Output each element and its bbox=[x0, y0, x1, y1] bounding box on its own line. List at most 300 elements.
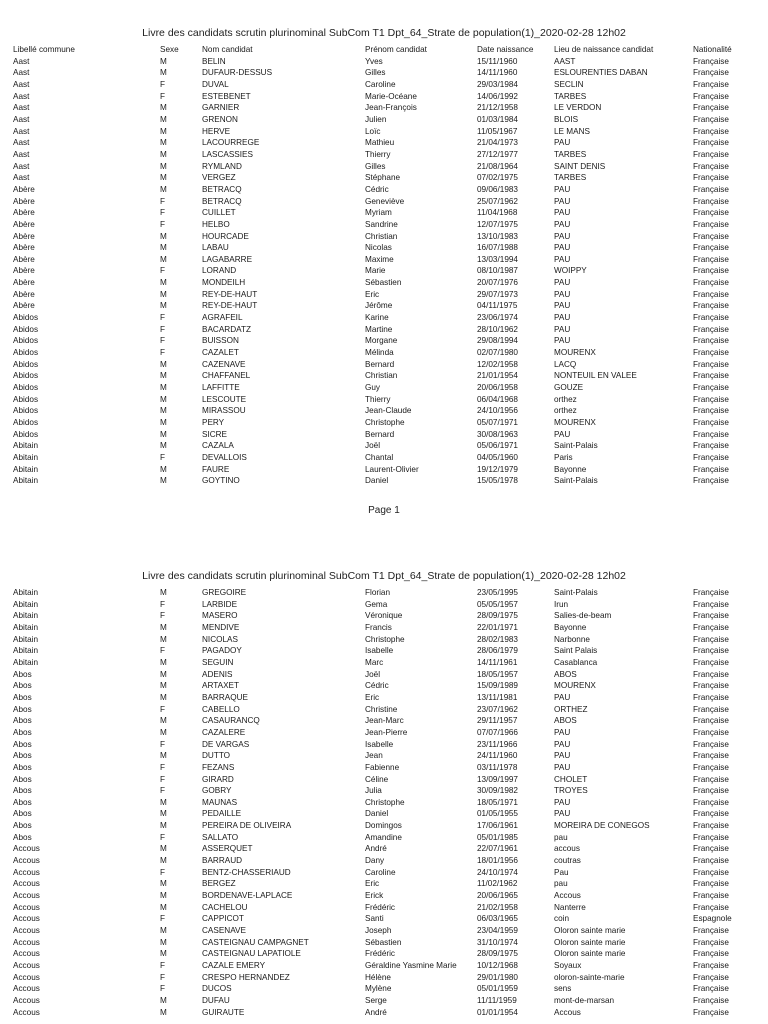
cell-lieu-naissance: Accous bbox=[554, 1007, 581, 1017]
cell-date-naissance: 23/05/1995 bbox=[477, 588, 518, 597]
table-row bbox=[13, 429, 758, 441]
table-row bbox=[13, 704, 758, 716]
cell-nationalite: Française bbox=[693, 867, 729, 877]
cell-prenom: Véronique bbox=[365, 611, 403, 621]
cell-sexe: M bbox=[160, 289, 167, 299]
cell-nationalite: Française bbox=[693, 961, 729, 970]
cell-date-naissance: 08/10/1987 bbox=[477, 266, 518, 276]
cell-nationalite: Française bbox=[693, 126, 729, 136]
cell-nom: BARRAUD bbox=[202, 856, 243, 866]
cell-date-naissance: 27/12/1977 bbox=[477, 149, 518, 159]
cell-nationalite: Française bbox=[693, 774, 729, 784]
cell-prenom: Isabelle bbox=[365, 739, 394, 749]
cell-lieu-naissance: PAU bbox=[554, 739, 571, 749]
cell-nom: BORDENAVE-LAPLACE bbox=[202, 891, 293, 901]
cell-sexe: M bbox=[160, 995, 167, 1005]
cell-lieu-naissance: PAU bbox=[554, 196, 571, 206]
table-row bbox=[13, 56, 758, 68]
document-page-2 bbox=[0, 560, 768, 1024]
cell-nationalite: Française bbox=[693, 902, 729, 912]
cell-date-naissance: 14/11/1960 bbox=[477, 68, 518, 78]
table-row bbox=[13, 289, 758, 301]
cell-lieu-naissance: ORTHEZ bbox=[554, 704, 588, 714]
cell-commune: Aast bbox=[13, 114, 30, 124]
cell-sexe: F bbox=[160, 984, 166, 994]
cell-nationalite: Française bbox=[693, 949, 729, 959]
cell-date-naissance: 13/09/1997 bbox=[477, 774, 518, 784]
cell-nom: BETRACQ bbox=[202, 196, 242, 206]
cell-commune: Accous bbox=[13, 902, 40, 912]
table-row bbox=[13, 324, 758, 336]
cell-sexe: M bbox=[160, 429, 167, 439]
table-row bbox=[13, 739, 758, 751]
page-number: Page 1 bbox=[368, 505, 400, 516]
cell-nationalite: Française bbox=[693, 68, 729, 78]
cell-sexe: M bbox=[160, 856, 167, 866]
cell-sexe: M bbox=[160, 657, 167, 667]
cell-nom: BENTZ-CHASSERIAUD bbox=[202, 867, 291, 877]
cell-nationalite: Française bbox=[693, 219, 729, 229]
cell-prenom: Jean-Pierre bbox=[365, 727, 408, 737]
cell-commune: Aast bbox=[13, 161, 30, 171]
table-row bbox=[13, 902, 758, 914]
cell-sexe: M bbox=[160, 727, 167, 737]
cell-lieu-naissance: PAU bbox=[554, 278, 571, 288]
cell-nationalite: Française bbox=[693, 669, 729, 679]
cell-sexe: F bbox=[160, 196, 166, 206]
table-row bbox=[13, 983, 758, 995]
cell-commune: Abitain bbox=[13, 657, 39, 667]
cell-date-naissance: 15/05/1978 bbox=[477, 476, 518, 486]
cell-nom: REY-DE-HAUT bbox=[202, 289, 258, 299]
cell-lieu-naissance: Accous bbox=[554, 891, 581, 901]
table-row bbox=[13, 855, 758, 867]
cell-commune: Abos bbox=[13, 797, 32, 807]
cell-nom: DUFAU bbox=[202, 995, 230, 1005]
cell-lieu-naissance: GOUZE bbox=[554, 383, 584, 393]
cell-prenom: Marc bbox=[365, 657, 384, 667]
cell-nom: SICRE bbox=[202, 429, 228, 439]
cell-nationalite: Française bbox=[693, 208, 729, 218]
table-row bbox=[13, 102, 758, 114]
table-row bbox=[13, 184, 758, 196]
cell-prenom: Hélène bbox=[365, 972, 391, 982]
cell-nationalite: Française bbox=[693, 751, 729, 761]
cell-sexe: M bbox=[160, 184, 167, 194]
table-row bbox=[13, 335, 758, 347]
cell-nom: LAFFITTE bbox=[202, 383, 240, 393]
cell-date-naissance: 19/12/1979 bbox=[477, 464, 518, 474]
cell-commune: Abère bbox=[13, 254, 35, 264]
candidates-table bbox=[13, 587, 758, 1018]
cell-lieu-naissance: Saint Palais bbox=[554, 646, 598, 656]
cell-nom: CABELLO bbox=[202, 704, 240, 714]
cell-nationalite: Française bbox=[693, 1007, 729, 1017]
cell-commune: Abère bbox=[13, 278, 35, 288]
cell-lieu-naissance: ABOS bbox=[554, 669, 577, 679]
cell-prenom: Christophe bbox=[365, 797, 405, 807]
table-row bbox=[13, 622, 758, 634]
table-row bbox=[13, 715, 758, 727]
cell-date-naissance: 28/10/1962 bbox=[477, 324, 518, 334]
cell-nationalite: Française bbox=[693, 161, 729, 171]
document-title: Livre des candidats scrutin plurinominal SubCom T1 Dpt_64_Strate de population(1)_2020-02-28 12h02 bbox=[142, 570, 626, 582]
cell-commune: Abidos bbox=[13, 429, 39, 439]
cell-nom: HERVE bbox=[202, 126, 231, 136]
cell-date-naissance: 07/02/1975 bbox=[477, 173, 518, 183]
cell-date-naissance: 20/06/1965 bbox=[477, 891, 518, 901]
header-sexe: Sexe bbox=[160, 45, 179, 54]
cell-nationalite: Française bbox=[693, 173, 729, 183]
cell-nationalite: Française bbox=[693, 856, 729, 866]
cell-date-naissance: 22/07/1961 bbox=[477, 844, 518, 854]
cell-nationalite: Française bbox=[693, 289, 729, 299]
cell-prenom: Géraldine Yasmine Marie bbox=[365, 961, 457, 970]
cell-sexe: M bbox=[160, 243, 167, 253]
cell-commune: Abitain bbox=[13, 476, 39, 486]
cell-date-naissance: 11/11/1959 bbox=[477, 995, 517, 1005]
cell-commune: Abère bbox=[13, 243, 35, 253]
cell-commune: Abidos bbox=[13, 348, 39, 358]
cell-date-naissance: 24/11/1960 bbox=[477, 751, 518, 761]
cell-nationalite: Française bbox=[693, 821, 729, 831]
cell-date-naissance: 30/08/1963 bbox=[477, 429, 518, 439]
header-date-naissance: Date naissance bbox=[477, 45, 534, 54]
cell-sexe: M bbox=[160, 161, 167, 171]
cell-nationalite: Française bbox=[693, 716, 729, 726]
table-body bbox=[13, 587, 758, 1018]
cell-sexe: M bbox=[160, 891, 167, 901]
cell-commune: Abos bbox=[13, 692, 32, 702]
cell-nationalite: Française bbox=[693, 937, 729, 947]
cell-commune: Abos bbox=[13, 809, 32, 819]
table-row bbox=[13, 440, 758, 452]
cell-nom: CAPPICOT bbox=[202, 914, 244, 924]
cell-nom: BETRACQ bbox=[202, 184, 242, 194]
cell-prenom: Daniel bbox=[365, 809, 389, 819]
cell-nationalite: Française bbox=[693, 588, 729, 597]
cell-lieu-naissance: PAU bbox=[554, 184, 571, 194]
cell-lieu-naissance: pau bbox=[554, 832, 568, 842]
cell-prenom: Chantal bbox=[365, 452, 394, 462]
cell-lieu-naissance: LACQ bbox=[554, 359, 577, 369]
cell-date-naissance: 29/01/1980 bbox=[477, 972, 518, 982]
cell-date-naissance: 29/08/1994 bbox=[477, 336, 518, 346]
cell-nationalite: Française bbox=[693, 452, 729, 462]
cell-lieu-naissance: PAU bbox=[554, 429, 571, 439]
cell-sexe: F bbox=[160, 704, 166, 714]
cell-lieu-naissance: Paris bbox=[554, 452, 573, 462]
cell-prenom: Mathieu bbox=[365, 138, 395, 148]
cell-commune: Aast bbox=[13, 126, 30, 136]
table-row bbox=[13, 359, 758, 371]
cell-date-naissance: 25/07/1962 bbox=[477, 196, 518, 206]
cell-nationalite: Française bbox=[693, 622, 729, 632]
cell-nom: MIRASSOU bbox=[202, 406, 246, 416]
document-title: Livre des candidats scrutin plurinominal SubCom T1 Dpt_64_Strate de population(1)_2020-02-28 12h02 bbox=[142, 27, 626, 39]
cell-lieu-naissance: LE MANS bbox=[554, 126, 590, 136]
cell-nom: CAZENAVE bbox=[202, 359, 246, 369]
cell-commune: Accous bbox=[13, 984, 40, 994]
cell-nom: CACHELOU bbox=[202, 902, 248, 912]
cell-date-naissance: 22/01/1971 bbox=[477, 622, 518, 632]
cell-lieu-naissance: ABOS bbox=[554, 716, 577, 726]
header-lieu-naissance: Lieu de naissance candidat bbox=[554, 45, 654, 54]
cell-nom: MENDIVE bbox=[202, 622, 240, 632]
cell-sexe: F bbox=[160, 452, 166, 462]
cell-commune: Abos bbox=[13, 716, 32, 726]
cell-lieu-naissance: BLOIS bbox=[554, 114, 579, 124]
cell-prenom: Céline bbox=[365, 774, 389, 784]
cell-nationalite: Française bbox=[693, 79, 729, 89]
cell-prenom: Cédric bbox=[365, 184, 389, 194]
cell-commune: Abos bbox=[13, 681, 32, 691]
cell-commune: Aast bbox=[13, 79, 30, 89]
cell-commune: Abidos bbox=[13, 313, 39, 323]
header-nom: Nom candidat bbox=[202, 45, 253, 54]
cell-nationalite: Française bbox=[693, 231, 729, 241]
cell-nom: ADENIS bbox=[202, 669, 233, 679]
cell-commune: Abitain bbox=[13, 464, 39, 474]
table-row bbox=[13, 207, 758, 219]
cell-nationalite: Française bbox=[693, 196, 729, 206]
cell-date-naissance: 21/04/1973 bbox=[477, 138, 518, 148]
cell-prenom: Joël bbox=[365, 441, 381, 451]
cell-lieu-naissance: CHOLET bbox=[554, 774, 588, 784]
cell-prenom: Christian bbox=[365, 231, 398, 241]
cell-prenom: Santi bbox=[365, 914, 384, 924]
header-prenom: Prénom candidat bbox=[365, 45, 427, 54]
cell-date-naissance: 05/05/1957 bbox=[477, 599, 518, 609]
cell-nationalite: Française bbox=[693, 348, 729, 358]
cell-date-naissance: 05/07/1971 bbox=[477, 418, 518, 427]
cell-prenom: Mélinda bbox=[365, 348, 394, 358]
cell-date-naissance: 07/07/1966 bbox=[477, 727, 518, 737]
cell-lieu-naissance: PAU bbox=[554, 301, 571, 311]
cell-date-naissance: 18/05/1957 bbox=[477, 669, 518, 679]
cell-lieu-naissance: MOURENX bbox=[554, 418, 596, 427]
cell-sexe: M bbox=[160, 301, 167, 311]
cell-commune: Abidos bbox=[13, 371, 39, 381]
cell-commune: Accous bbox=[13, 972, 40, 982]
cell-commune: Abidos bbox=[13, 383, 39, 393]
table-row bbox=[13, 843, 758, 855]
table-row bbox=[13, 890, 758, 902]
cell-nom: CASTEIGNAU CAMPAGNET bbox=[202, 937, 309, 947]
cell-nom: GRENON bbox=[202, 114, 238, 124]
cell-nom: GOYTINO bbox=[202, 476, 240, 486]
cell-prenom: Mylène bbox=[365, 984, 392, 994]
cell-nom: LORAND bbox=[202, 266, 237, 276]
cell-nationalite: Française bbox=[693, 844, 729, 854]
cell-nationalite: Française bbox=[693, 114, 729, 124]
cell-sexe: F bbox=[160, 91, 166, 101]
cell-lieu-naissance: coutras bbox=[554, 856, 581, 866]
cell-sexe: F bbox=[160, 611, 166, 621]
cell-commune: Abidos bbox=[13, 359, 39, 369]
cell-lieu-naissance: accous bbox=[554, 844, 580, 854]
cell-lieu-naissance: PAU bbox=[554, 289, 571, 299]
cell-nationalite: Française bbox=[693, 786, 729, 796]
cell-date-naissance: 13/11/1981 bbox=[477, 692, 518, 702]
cell-lieu-naissance: orthez bbox=[554, 394, 577, 404]
cell-commune: Aast bbox=[13, 103, 30, 113]
cell-nationalite: Française bbox=[693, 336, 729, 346]
cell-nationalite: Française bbox=[693, 972, 729, 982]
cell-lieu-naissance: MOURENX bbox=[554, 681, 596, 691]
cell-nationalite: Française bbox=[693, 278, 729, 288]
cell-date-naissance: 15/09/1989 bbox=[477, 681, 518, 691]
cell-sexe: M bbox=[160, 126, 167, 136]
cell-nationalite: Française bbox=[693, 394, 729, 404]
cell-date-naissance: 29/03/1984 bbox=[477, 79, 518, 89]
cell-commune: Abidos bbox=[13, 406, 39, 416]
cell-commune: Abitain bbox=[13, 441, 39, 451]
cell-prenom: Gilles bbox=[365, 68, 386, 78]
cell-prenom: Isabelle bbox=[365, 646, 394, 656]
table-row bbox=[13, 417, 758, 429]
cell-date-naissance: 24/10/1956 bbox=[477, 406, 518, 416]
cell-sexe: M bbox=[160, 751, 167, 761]
cell-nationalite: Française bbox=[693, 599, 729, 609]
cell-nom: CASTEIGNAU LAPATIOLE bbox=[202, 949, 301, 959]
cell-nationalite: Française bbox=[693, 371, 729, 381]
cell-nationalite: Française bbox=[693, 324, 729, 334]
cell-nom: GREGOIRE bbox=[202, 588, 247, 597]
cell-date-naissance: 14/06/1992 bbox=[477, 91, 518, 101]
cell-nom: CUILLET bbox=[202, 208, 236, 218]
header-nationalite: Nationalité bbox=[693, 45, 732, 54]
cell-lieu-naissance: SECLIN bbox=[554, 79, 584, 89]
cell-nom: DE VARGAS bbox=[202, 739, 250, 749]
cell-nom: FAURE bbox=[202, 464, 230, 474]
cell-nationalite: Française bbox=[693, 313, 729, 323]
cell-prenom: Florian bbox=[365, 588, 391, 597]
table-row bbox=[13, 960, 758, 972]
table-row bbox=[13, 692, 758, 704]
cell-prenom: Sébastien bbox=[365, 937, 402, 947]
table-row bbox=[13, 126, 758, 138]
table-row bbox=[13, 347, 758, 359]
cell-commune: Accous bbox=[13, 844, 40, 854]
cell-nationalite: Française bbox=[693, 891, 729, 901]
cell-commune: Aast bbox=[13, 91, 30, 101]
cell-commune: Abère bbox=[13, 196, 35, 206]
cell-date-naissance: 18/01/1956 bbox=[477, 856, 518, 866]
table-row bbox=[13, 972, 758, 984]
cell-prenom: Stéphane bbox=[365, 173, 401, 183]
table-row bbox=[13, 382, 758, 394]
cell-prenom: Caroline bbox=[365, 79, 396, 89]
cell-nom: REY-DE-HAUT bbox=[202, 301, 258, 311]
cell-lieu-naissance: PAU bbox=[554, 797, 571, 807]
cell-sexe: M bbox=[160, 1007, 167, 1017]
cell-sexe: F bbox=[160, 739, 166, 749]
cell-sexe: F bbox=[160, 313, 166, 323]
cell-date-naissance: 21/02/1958 bbox=[477, 902, 518, 912]
cell-lieu-naissance: Bayonne bbox=[554, 622, 587, 632]
cell-commune: Accous bbox=[13, 891, 40, 901]
cell-prenom: Thierry bbox=[365, 149, 391, 159]
cell-prenom: Francis bbox=[365, 622, 392, 632]
cell-lieu-naissance: Salies-de-beam bbox=[554, 611, 612, 621]
table-row bbox=[13, 219, 758, 231]
cell-prenom: Joël bbox=[365, 669, 381, 679]
cell-nationalite: Française bbox=[693, 984, 729, 994]
cell-commune: Abos bbox=[13, 821, 32, 831]
cell-nom: CAZALERE bbox=[202, 727, 246, 737]
table-row bbox=[13, 394, 758, 406]
cell-date-naissance: 09/06/1983 bbox=[477, 184, 518, 194]
table-row bbox=[13, 242, 758, 254]
cell-nom: BELIN bbox=[202, 56, 226, 66]
cell-nom: LACOURREGE bbox=[202, 138, 260, 148]
cell-sexe: M bbox=[160, 149, 167, 159]
cell-prenom: Marie bbox=[365, 266, 386, 276]
cell-prenom: Eric bbox=[365, 692, 380, 702]
cell-date-naissance: 03/11/1978 bbox=[477, 762, 518, 772]
cell-prenom: Amandine bbox=[365, 832, 402, 842]
cell-date-naissance: 01/05/1955 bbox=[477, 809, 518, 819]
cell-date-naissance: 28/09/1975 bbox=[477, 611, 518, 621]
cell-prenom: Caroline bbox=[365, 867, 396, 877]
cell-commune: Abitain bbox=[13, 634, 39, 644]
cell-commune: Aast bbox=[13, 68, 30, 78]
cell-nationalite: Française bbox=[693, 429, 729, 439]
table-row bbox=[13, 265, 758, 277]
cell-prenom: Eric bbox=[365, 289, 380, 299]
cell-date-naissance: 06/03/1965 bbox=[477, 914, 518, 924]
cell-commune: Accous bbox=[13, 949, 40, 959]
cell-nom: PEDAILLE bbox=[202, 809, 242, 819]
cell-sexe: M bbox=[160, 394, 167, 404]
header-commune: Libellé commune bbox=[13, 45, 75, 54]
cell-commune: Abos bbox=[13, 751, 32, 761]
cell-commune: Aast bbox=[13, 138, 30, 148]
cell-prenom: André bbox=[365, 1007, 387, 1017]
cell-lieu-naissance: PAU bbox=[554, 208, 571, 218]
cell-date-naissance: 14/11/1961 bbox=[477, 657, 518, 667]
cell-nom: BUISSON bbox=[202, 336, 239, 346]
cell-sexe: M bbox=[160, 949, 167, 959]
cell-prenom: Christophe bbox=[365, 634, 405, 644]
cell-nationalite: Française bbox=[693, 103, 729, 113]
cell-nom: LESCOUTE bbox=[202, 394, 247, 404]
cell-commune: Abos bbox=[13, 774, 32, 784]
cell-date-naissance: 23/04/1959 bbox=[477, 926, 518, 936]
cell-commune: Abitain bbox=[13, 622, 39, 632]
cell-sexe: F bbox=[160, 599, 166, 609]
cell-nom: ASSERQUET bbox=[202, 844, 253, 854]
cell-prenom: Sandrine bbox=[365, 219, 398, 229]
cell-sexe: M bbox=[160, 937, 167, 947]
cell-nationalite: Française bbox=[693, 254, 729, 264]
table-row bbox=[13, 1007, 758, 1019]
cell-commune: Aast bbox=[13, 56, 30, 66]
cell-nationalite: Française bbox=[693, 91, 729, 101]
cell-sexe: F bbox=[160, 774, 166, 784]
cell-commune: Abitain bbox=[13, 588, 39, 597]
cell-lieu-naissance: SAINT DENIS bbox=[554, 161, 606, 171]
cell-commune: Accous bbox=[13, 926, 40, 936]
cell-sexe: M bbox=[160, 371, 167, 381]
cell-lieu-naissance: AAST bbox=[554, 56, 576, 66]
cell-sexe: M bbox=[160, 634, 167, 644]
cell-commune: Abère bbox=[13, 231, 35, 241]
cell-date-naissance: 13/03/1994 bbox=[477, 254, 518, 264]
cell-nom: SEGUIN bbox=[202, 657, 234, 667]
candidates-table bbox=[13, 44, 758, 487]
